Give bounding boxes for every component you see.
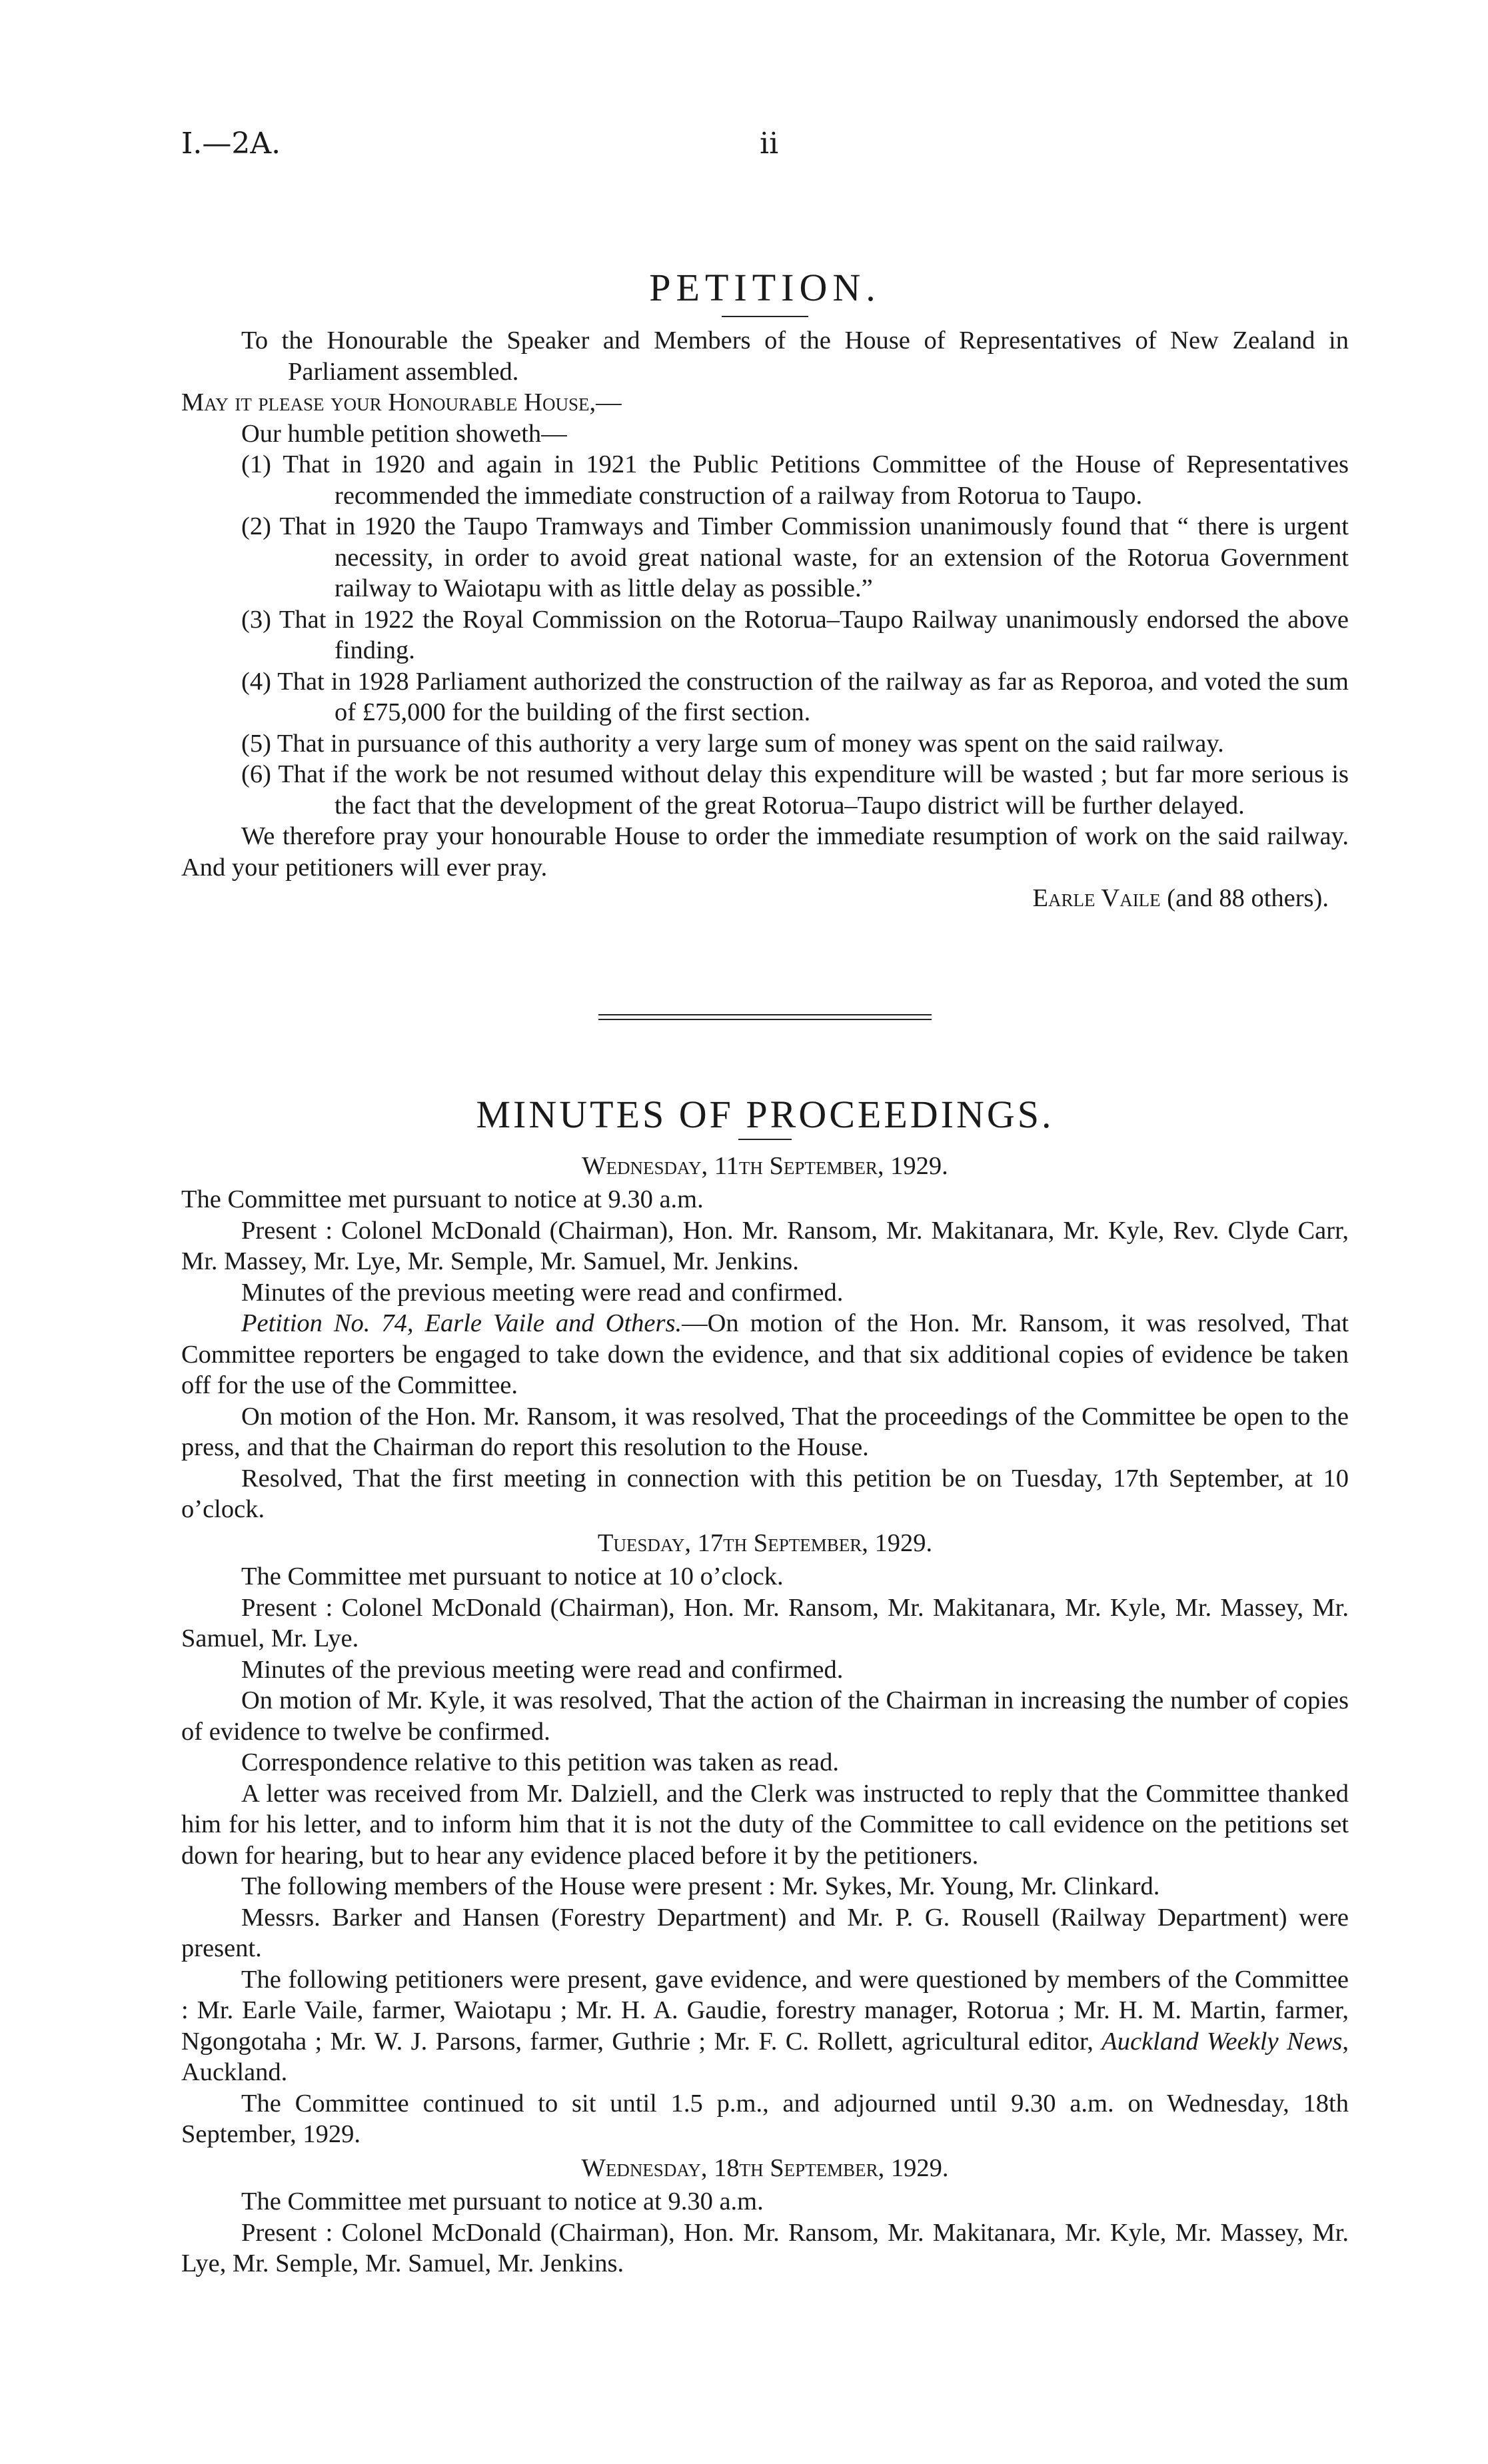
petition-intro: Our humble petition showeth— [241,419,567,448]
meeting-date: Wednesday, 11th September, 1929. [582,1151,948,1180]
meeting-entry [181,2153,1349,2279]
petition-salutation: May it please your Honourable House,— [181,388,622,416]
meeting-present: Present : Colonel McDonald (Chairman), Hon. Mr. Ransom, Mr. Makitanara, Mr. Kyle, Mr. Massey, Mr. Samuel, Mr. Lye. [181,1593,1349,1652]
petition-item: (2) That in 1920 the Taupo Tramways and Timber Commission unanimously found that “ there is urgent necessity, in order to avoid great national waste, for an extension of the Rotorua Government railway to Waiotapu with as little delay as possible.” [241,512,1349,602]
title-rule [738,1139,792,1140]
page-number: ii [760,127,779,161]
meeting-present: Present : Colonel McDonald (Chairman), Hon. Mr. Ransom, Mr. Makitanara, Mr. Kyle, Mr. Massey, Mr. Lye, Mr. Semple, Mr. Samuel, Mr. Jenkins. [181,2218,1349,2277]
meeting-petitioners: The following petitioners were present, gave evidence, and were questioned by members of the Committee : Mr. Earle Vaile, farmer, Waiotapu ; Mr. H. A. Gaudie, forestry manager, Rotorua ; Mr. H. M. Martin, farmer, Ngongotaha ; Mr. W. J. Parsons, farmer, Guthrie ; Mr. F. C. Rollett, agricultural editor, Auckland Weekly News, Auckland. [181,1965,1349,2086]
petition-reference: Petition No. 74, Earle Vaile and Others. [241,1309,682,1337]
petition-list [181,449,1349,821]
meeting-minutes-read: Minutes of the previous meeting were read and confirmed. [241,1655,844,1684]
meeting-adjourned: The Committee continued to sit until 1.5 p.m., and adjourned until 9.30 a.m. on Wednesday, 18th September, 1929. [181,2089,1349,2148]
section-divider [598,1014,932,1020]
document-body [181,267,1349,2279]
petition-title: PETITION. [649,266,881,309]
petition-item: (6) That if the work be not resumed without delay this expenditure will be wasted ; but far more serious is the fact that the development of the great Rotorua–Taupo district will be further delayed. [241,760,1349,820]
meeting-entry [181,1151,1349,1525]
newspaper-title: Auckland Weekly News [1102,2027,1343,2056]
meeting-motion: On motion of the Hon. Mr. Ransom, it was resolved, That the proceedings of the Committee be open to the press, and that the Chairman do report this resolution to the House. [181,1402,1349,1461]
petition-item: (4) That in 1928 Parliament authorized the construction of the railway as far as Reporoa, and voted the sum of £75,000 for the building of the first section. [241,667,1349,726]
meeting-opening: The Committee met pursuant to notice at 9.30 a.m. [241,2187,764,2215]
meeting-opening: The Committee met pursuant to notice at 9.30 a.m. [181,1185,704,1213]
petition-address: To the Honourable the Speaker and Members of the House of Representatives of New Zealand in Parliament assembled. [241,326,1349,386]
petition-section [181,267,1349,914]
title-rule [722,316,808,317]
meeting-date: Wednesday, 18th September, 1929. [581,2154,949,2182]
meeting-resolved: Resolved, That the first meeting in connection with this petition be on Tuesday, 17th September, at 10 o’clock. [181,1464,1349,1523]
meeting-opening: The Committee met pursuant to notice at 10 o’clock. [241,1562,784,1590]
meeting-petition-resolution: Petition No. 74, Earle Vaile and Others.—On motion of the Hon. Mr. Ransom, it was resolved, That Committee reporters be engaged to take down the evidence, and that six additional copies of evidence be taken off for the use of the Committee. [181,1309,1349,1399]
minutes-title: MINUTES OF PROCEEDINGS. [476,1092,1054,1136]
meeting-present: Present : Colonel McDonald (Chairman), Hon. Mr. Ransom, Mr. Makitanara, Mr. Kyle, Rev. Clyde Carr, Mr. Massey, Mr. Lye, Mr. Semple, Mr. Samuel, Mr. Jenkins. [181,1216,1349,1275]
meeting-entry [181,1528,1349,2150]
petition-item: (3) That in 1922 the Royal Commission on the Rotorua–Taupo Railway unanimously endorsed the above finding. [241,605,1349,664]
signatory-name: Earle Vaile [1032,884,1161,912]
meeting-letter: A letter was received from Mr. Dalziell, and the Clerk was instructed to reply that the Committee thanked him for his letter, and to inform him that it is not the duty of the Committee to call evidence on the petitions set down for hearing, but to hear any evidence placed before it by the petitioners. [181,1779,1349,1870]
petition-signature [181,883,1349,914]
meeting-members-present: The following members of the House were present : Mr. Sykes, Mr. Young, Mr. Clinkard. [241,1872,1160,1900]
page-header [0,127,1488,167]
meeting-minutes-read: Minutes of the previous meeting were read and confirmed. [241,1278,844,1307]
petition-prayer: We therefore pray your honourable House to order the immediate resumption of work on the said railway. And your petitioners will ever pray. [181,822,1349,882]
minutes-section [181,1093,1349,2279]
signatory-count: (and 88 others). [1160,884,1329,912]
petition-item: (5) That in pursuance of this authority a very large sum of money was spent on the said railway. [241,729,1224,758]
meeting-motion: On motion of Mr. Kyle, it was resolved, That the action of the Chairman in increasing the number of copies of evidence to twelve be confirmed. [181,1686,1349,1746]
meeting-correspondence: Correspondence relative to this petition was taken as read. [241,1748,839,1776]
document-reference: I.—2A. [181,127,281,161]
meeting-date: Tuesday, 17th September, 1929. [597,1529,933,1557]
meeting-departments: Messrs. Barker and Hansen (Forestry Department) and Mr. P. G. Rousell (Railway Department) were present. [181,1903,1349,1962]
petition-item: (1) That in 1920 and again in 1921 the Public Petitions Committee of the House of Representatives recommended the immediate construction of a railway from Rotorua to Taupo. [241,450,1349,510]
